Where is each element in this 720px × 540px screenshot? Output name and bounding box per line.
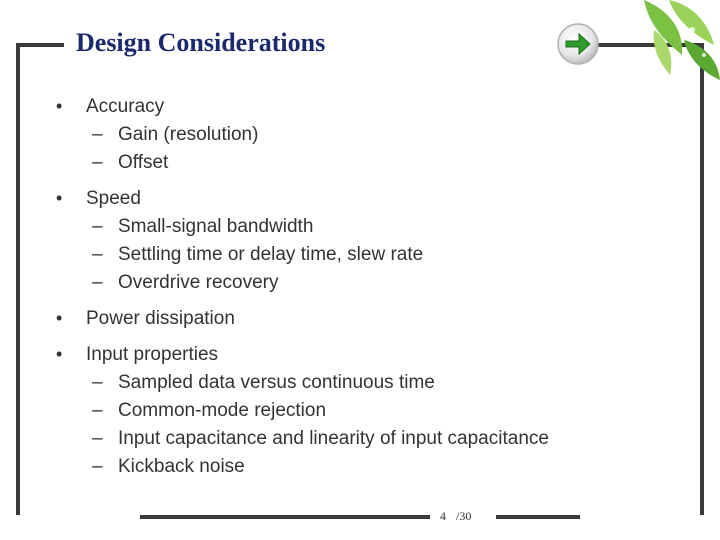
sub-item [56, 124, 656, 152]
dash-symbol: – [92, 372, 103, 393]
dash-symbol: – [92, 124, 103, 145]
dash-symbol: – [92, 244, 103, 265]
arrow-right-icon [556, 22, 600, 66]
bullet-symbol: • [56, 96, 63, 116]
bullet-symbol: • [56, 188, 63, 208]
page-number [440, 509, 471, 524]
sub-item-label: Sampled data versus continuous time [118, 372, 435, 393]
frame-left [16, 43, 20, 515]
sub-item [56, 272, 656, 300]
bullet-label: Speed [86, 188, 141, 209]
bullet-power [56, 308, 656, 336]
sub-item [56, 456, 656, 484]
sub-item [56, 428, 656, 456]
slide-title: Design Considerations [76, 28, 326, 57]
sub-item-label: Overdrive recovery [118, 272, 279, 293]
sub-item-label: Gain (resolution) [118, 124, 259, 145]
dash-symbol: – [92, 216, 103, 237]
next-slide-button[interactable] [556, 22, 600, 66]
sub-item [56, 216, 656, 244]
bullet-speed [56, 188, 656, 216]
sub-item-label: Kickback noise [118, 456, 245, 477]
sub-item [56, 400, 656, 428]
bullet-label: Input properties [86, 344, 219, 365]
page-total: /30 [456, 509, 472, 523]
frame-right [700, 43, 704, 515]
sub-item-label: Offset [118, 152, 169, 173]
sub-item [56, 372, 656, 400]
dash-symbol: – [92, 400, 103, 421]
bullet-input [56, 344, 656, 372]
page-current: 4 [440, 509, 446, 523]
bullet-symbol: • [56, 344, 63, 364]
slide-content [56, 96, 656, 484]
frame-top-left [16, 43, 64, 47]
sub-item-label: Common-mode rejection [118, 400, 327, 421]
dash-symbol: – [92, 272, 103, 293]
sub-item-label: Settling time or delay time, slew rate [118, 244, 424, 265]
bullet-label: Power dissipation [86, 308, 235, 329]
footer-line-left [140, 515, 430, 519]
leaves-icon [614, 0, 720, 90]
sub-item [56, 152, 656, 180]
bullet-symbol: • [56, 308, 63, 328]
bullet-label: Accuracy [86, 96, 165, 117]
dash-symbol: – [92, 428, 103, 449]
footer-line-right [496, 515, 580, 519]
leaves-decoration [614, 0, 720, 90]
dash-symbol: – [92, 456, 103, 477]
sub-item-label: Input capacitance and linearity of input capacitance [118, 428, 549, 449]
dash-symbol: – [92, 152, 103, 173]
sub-item-label: Small-signal bandwidth [118, 216, 314, 237]
sub-item [56, 244, 656, 272]
bullet-accuracy [56, 96, 656, 124]
